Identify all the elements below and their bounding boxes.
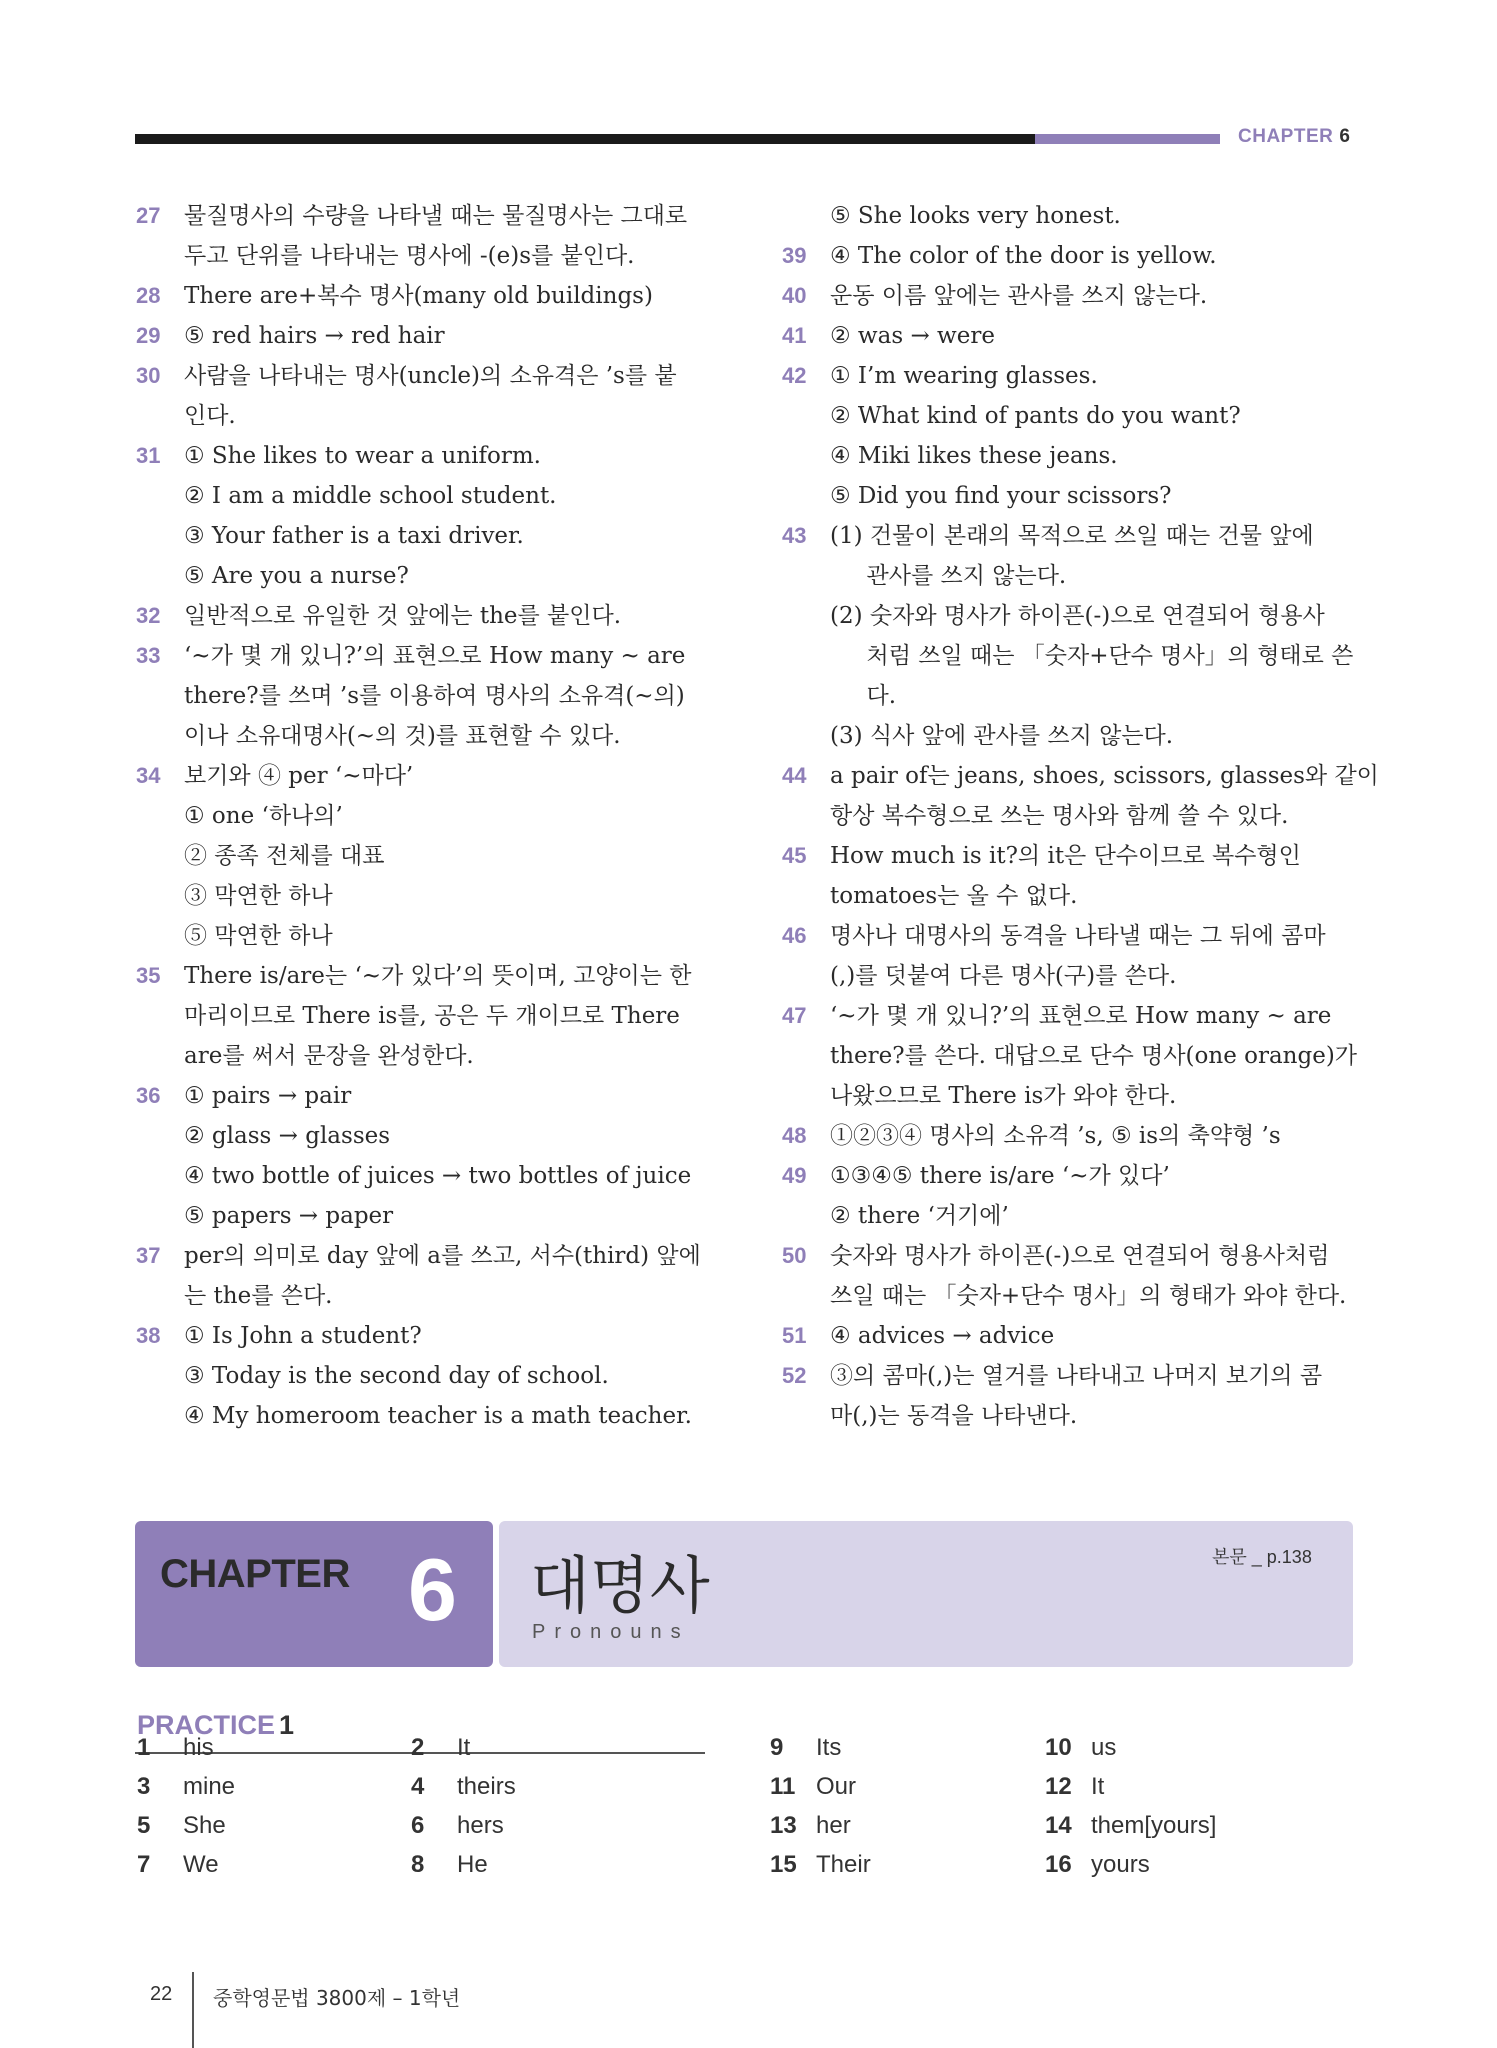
answer-line: 일반적으로 유일한 것 앞에는 the를 붙인다.	[184, 603, 622, 629]
practice-answer-text: us	[1091, 1734, 1117, 1761]
practice-answer	[137, 1851, 219, 1879]
practice-answer	[411, 1773, 516, 1801]
answer-entry	[136, 636, 706, 756]
answer-line: ①③④⑤ there is/are ‘~가 있다’	[830, 1163, 1170, 1189]
answer-line: ④ The color of the door is yellow.	[830, 243, 1217, 269]
answer-line: ③ Today is the second day of school.	[184, 1363, 609, 1389]
chapter-subtitle: Pronouns	[532, 1621, 690, 1643]
practice-answer	[137, 1734, 214, 1762]
answer-number: 35	[136, 963, 161, 988]
answer-line: 관사를 쓰지 않는다.	[830, 563, 1067, 589]
answer-line: (,)를 덧붙여 다른 명사(구)를 쓴다.	[830, 963, 1177, 989]
answer-entry	[782, 1356, 1352, 1436]
practice-answer-number: 10	[1045, 1734, 1072, 1761]
answer-entry	[136, 196, 706, 276]
answer-line: 이나 소유대명사(~의 것)를 표현할 수 있다.	[184, 723, 621, 749]
answer-line: there?를 쓴다. 대답으로 단수 명사(one orange)가	[830, 1043, 1358, 1069]
practice-answer-number: 12	[1045, 1773, 1072, 1800]
practice-answer-text: He	[457, 1851, 488, 1878]
answer-line: 나왔으므로 There is가 와야 한다.	[830, 1083, 1177, 1109]
answer-number: 39	[782, 243, 807, 268]
practice-answer-number: 16	[1045, 1851, 1072, 1878]
practice-answer-text: yours	[1091, 1851, 1150, 1878]
answer-line: ② What kind of pants do you want?	[830, 403, 1241, 429]
answer-line: ④ My homeroom teacher is a math teacher.	[184, 1403, 692, 1429]
answer-line: (3) 식사 앞에 관사를 쓰지 않는다.	[830, 723, 1174, 749]
answer-entry	[136, 956, 706, 1076]
answer-line: 마리이므로 There is를, 공은 두 개이므로 There	[184, 1003, 680, 1029]
answer-entry	[782, 1156, 1352, 1236]
answer-entry	[782, 1116, 1352, 1156]
answer-entry	[782, 916, 1352, 996]
answer-number	[782, 196, 830, 236]
practice-answer-number: 14	[1045, 1812, 1072, 1839]
practice-answer-text: hers	[457, 1812, 504, 1839]
answer-number: 38	[136, 1323, 161, 1348]
answer-line: ② 종족 전체를 대표	[184, 843, 385, 869]
practice-answer-text: Their	[816, 1851, 871, 1878]
answer-line: ① I’m wearing glasses.	[830, 363, 1098, 389]
answer-entry	[782, 236, 1352, 276]
answer-line: 다.	[830, 683, 897, 709]
practice-answer-number: 5	[137, 1812, 151, 1839]
answer-number: 29	[136, 323, 161, 348]
practice-answer-number: 1	[137, 1734, 151, 1761]
answer-number: 45	[782, 843, 807, 868]
answer-line: ①②③④ 명사의 소유격 ’s, ⑤ is의 축약형 ’s	[830, 1123, 1281, 1149]
practice-answer-text: She	[183, 1812, 226, 1839]
answer-entry	[136, 316, 706, 356]
running-header-label: CHAPTER	[1238, 126, 1334, 147]
answer-line: (2) 숫자와 명사가 하이픈(-)으로 연결되어 형용사	[830, 603, 1325, 629]
chapter-banner-label: CHAPTER	[160, 1552, 350, 1596]
practice-answer	[770, 1773, 856, 1801]
answer-line: ④ two bottle of juices → two bottles of juice	[184, 1163, 692, 1189]
answer-entry	[782, 836, 1352, 916]
answer-line: there?를 쓰며 ’s를 이용하여 명사의 소유격(~의)	[184, 683, 685, 709]
answer-line: ① She likes to wear a uniform.	[184, 443, 541, 469]
answer-line: ⑤ Are you a nurse?	[184, 563, 409, 589]
answer-number: 40	[782, 283, 807, 308]
answer-number: 30	[136, 363, 161, 388]
answer-number: 36	[136, 1083, 161, 1108]
answer-line: a pair of는 jeans, shoes, scissors, glasses와 같이	[830, 763, 1379, 789]
answer-entry	[782, 516, 1352, 756]
answer-number: 49	[782, 1163, 807, 1188]
answer-number: 41	[782, 323, 807, 348]
answer-entry	[782, 756, 1379, 836]
answer-entry	[782, 1236, 1352, 1316]
answer-number: 34	[136, 763, 161, 788]
answer-line: ⑤ papers → paper	[184, 1203, 394, 1229]
practice-answer-number: 15	[770, 1851, 797, 1878]
answer-entry	[782, 276, 1352, 316]
practice-label: PRACTICE	[137, 1710, 276, 1740]
answer-number: 43	[782, 523, 807, 548]
answer-line: There is/are는 ‘~가 있다’의 뜻이며, 고양이는 한	[184, 963, 692, 989]
answer-number: 50	[782, 1243, 807, 1268]
answer-entry	[136, 1236, 706, 1316]
practice-answer-text: It	[1091, 1773, 1105, 1800]
answer-line: 항상 복수형으로 쓰는 명사와 함께 쓸 수 있다.	[830, 803, 1289, 829]
practice-answer-number: 4	[411, 1773, 425, 1800]
answer-entry	[136, 436, 706, 596]
practice-answer-text: mine	[183, 1773, 236, 1800]
practice-answer-number: 3	[137, 1773, 151, 1800]
practice-answer-text: Its	[816, 1734, 842, 1761]
answer-line: ③의 콤마(,)는 열거를 나타내고 나머지 보기의 콤	[830, 1363, 1323, 1389]
answer-number: 47	[782, 1003, 807, 1028]
answer-entry	[782, 1316, 1352, 1356]
answer-line: 인다.	[184, 403, 236, 429]
answer-line: ⑤ 막연한 하나	[184, 923, 333, 949]
practice-answer	[770, 1812, 851, 1840]
answer-entry	[782, 996, 1358, 1116]
answer-line: 는 the를 쓴다.	[184, 1283, 333, 1309]
practice-answer-number: 7	[137, 1851, 151, 1878]
practice-answer-text: Our	[816, 1773, 857, 1800]
answer-line: 명사나 대명사의 동격을 나타낼 때는 그 뒤에 콤마	[830, 923, 1326, 949]
answer-entry	[136, 1316, 706, 1436]
answer-line: 쓰일 때는 「숫자+단수 명사」의 형태가 와야 한다.	[830, 1283, 1347, 1309]
answer-number: 46	[782, 923, 807, 948]
chapter-banner-number: 6	[408, 1540, 457, 1639]
answer-line: ① one ‘하나의’	[184, 803, 343, 829]
answer-entry	[782, 196, 1352, 236]
practice-answer	[770, 1851, 871, 1879]
page-reference: 본문 _ p.138	[1212, 1547, 1312, 1567]
answer-line: 처럼 쓰일 때는 「숫자+단수 명사」의 형태로 쓴	[830, 643, 1354, 669]
answer-line: 운동 이름 앞에는 관사를 쓰지 않는다.	[830, 283, 1208, 309]
practice-answer-number: 6	[411, 1812, 425, 1839]
answer-number: 37	[136, 1243, 161, 1268]
answer-line: ② glass → glasses	[184, 1123, 391, 1149]
answer-number: 52	[782, 1363, 807, 1388]
practice-answer-text: her	[816, 1812, 851, 1839]
practice-answer	[770, 1734, 841, 1762]
answer-line: ④ advices → advice	[830, 1323, 1055, 1349]
answer-line: ④ Miki likes these jeans.	[830, 443, 1118, 469]
answer-line: ‘~가 몇 개 있니?’의 표현으로 How many ~ are	[184, 643, 686, 669]
practice-answer-number: 8	[411, 1851, 425, 1878]
answer-line: 사람을 나타내는 명사(uncle)의 소유격은 ’s를 붙	[184, 363, 677, 389]
answer-line: per의 의미로 day 앞에 a를 쓰고, 서수(third) 앞에	[184, 1243, 701, 1269]
footer-divider	[192, 1972, 194, 2048]
answer-entry	[136, 276, 706, 316]
answer-line: ② there ‘거기에’	[830, 1203, 1009, 1229]
practice-answer-number: 9	[770, 1734, 784, 1761]
practice-number: 1	[279, 1710, 295, 1740]
answer-line: ⑤ Did you find your scissors?	[830, 483, 1172, 509]
answer-line: ⑤ She looks very honest.	[830, 203, 1121, 229]
answer-line: ③ 막연한 하나	[184, 883, 333, 909]
practice-answer	[137, 1773, 235, 1801]
answer-number: 31	[136, 443, 161, 468]
answer-line: (1) 건물이 본래의 목적으로 쓰일 때는 건물 앞에	[830, 523, 1314, 549]
answer-column-left	[136, 196, 706, 1436]
practice-answer	[1045, 1851, 1150, 1879]
answer-number: 32	[136, 603, 161, 628]
answer-line: ① Is John a student?	[184, 1323, 422, 1349]
answer-column-right	[782, 196, 1379, 1436]
practice-answer-text: them[yours]	[1091, 1812, 1217, 1839]
answer-line: 두고 단위를 나타내는 명사에 -(e)s를 붙인다.	[184, 243, 635, 269]
running-header	[1238, 126, 1350, 148]
answer-entry	[136, 1076, 706, 1236]
answer-line: ① pairs → pair	[184, 1083, 352, 1109]
answer-entry	[782, 316, 1352, 356]
answer-number: 27	[136, 203, 161, 228]
practice-answer	[1045, 1812, 1216, 1840]
top-rule-accent	[1035, 134, 1220, 144]
answer-line: are를 써서 문장을 완성한다.	[184, 1043, 474, 1069]
practice-answer-text: It	[457, 1734, 471, 1761]
answer-line: ⑤ red hairs → red hair	[184, 323, 445, 349]
answer-number: 33	[136, 643, 161, 668]
practice-answer	[1045, 1773, 1104, 1801]
answer-entry	[782, 356, 1352, 516]
practice-answer-text: theirs	[457, 1773, 516, 1800]
answer-entry	[136, 596, 706, 636]
answer-number: 48	[782, 1123, 807, 1148]
answer-number: 42	[782, 363, 807, 388]
footer-page-number: 22	[150, 1983, 173, 2005]
practice-answer-text: We	[183, 1851, 219, 1878]
answer-number: 44	[782, 763, 807, 788]
answer-line: 보기와 ④ per ‘~마다’	[184, 763, 414, 789]
answer-line: 숫자와 명사가 하이픈(-)으로 연결되어 형용사처럼	[830, 1243, 1330, 1269]
practice-answer	[411, 1734, 470, 1762]
practice-answer	[411, 1851, 488, 1879]
answer-line: 마(,)는 동격을 나타낸다.	[830, 1403, 1078, 1429]
practice-answer	[411, 1812, 504, 1840]
running-header-number: 6	[1339, 126, 1351, 147]
footer-book-title: 중학영문법 3800제 – 1학년	[213, 1986, 461, 2010]
practice-answer	[137, 1812, 226, 1840]
practice-answer-number: 11	[770, 1773, 796, 1800]
practice-answer-number: 13	[770, 1812, 797, 1839]
answer-number: 51	[782, 1323, 807, 1348]
answer-line: ② was → were	[830, 323, 995, 349]
practice-answer-number: 2	[411, 1734, 425, 1761]
answer-line: How much is it?의 it은 단수이므로 복수형인	[830, 843, 1301, 869]
answer-line: ‘~가 몇 개 있니?’의 표현으로 How many ~ are	[830, 1003, 1332, 1029]
answer-line: 물질명사의 수량을 나타낼 때는 물질명사는 그대로	[184, 203, 688, 229]
answer-number: 28	[136, 283, 161, 308]
answer-line: tomatoes는 올 수 없다.	[830, 883, 1078, 909]
practice-answer	[1045, 1734, 1116, 1762]
answer-entry	[136, 756, 706, 956]
answer-entry	[136, 356, 706, 436]
answer-line: ② I am a middle school student.	[184, 483, 557, 509]
answer-line: ③ Your father is a taxi driver.	[184, 523, 524, 549]
chapter-title: 대명사	[530, 1549, 710, 1622]
practice-answer-text: his	[183, 1734, 214, 1761]
answer-line: There are+복수 명사(many old buildings)	[184, 283, 653, 309]
